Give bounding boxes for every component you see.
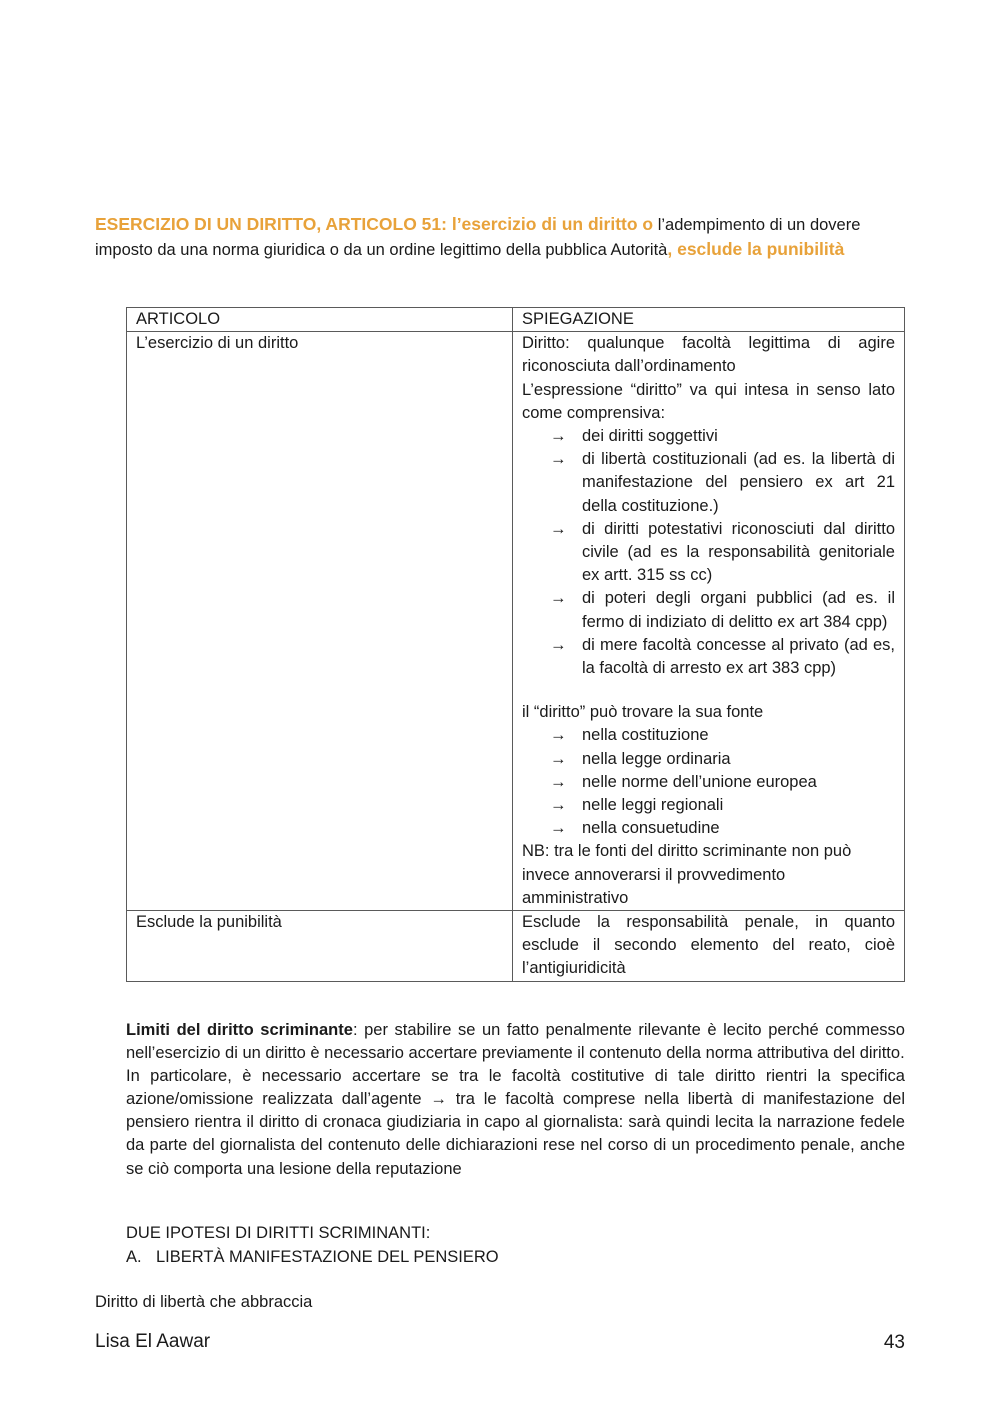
header-articolo: ARTICOLO [127, 308, 513, 332]
continuation-text: Diritto di libertà che abbraccia [95, 1293, 313, 1311]
article-table [126, 307, 905, 982]
list-item: → di diritti potestativi riconosciuti dal diritto civile (ad es la responsabilità genitoriale ex artt. 315 ss cc) [522, 518, 895, 588]
intro-body: l’adempimento di un dovere imposto da una norma giuridica o da un ordine legittimo della pubblica Autorità [95, 216, 861, 259]
intro-paragraph [95, 212, 905, 262]
arrow-icon: → [550, 726, 567, 745]
row1-expression: L’espressione “diritto” va qui intesa in senso lato come comprensiva: [522, 380, 895, 422]
arrow-icon: → [550, 519, 567, 538]
row1-sources-intro: il “diritto” può trovare la sua fonte [522, 703, 764, 722]
arrow-icon: → [550, 772, 567, 791]
list-item: → nella costituzione [522, 724, 895, 747]
list-item: → di poteri degli organi pubblici (ad es. il fermo di indiziato di delitto ex art 384 cpp) [522, 587, 895, 633]
list-marker: A. [126, 1247, 142, 1266]
list-item: → nelle leggi regionali [522, 794, 895, 817]
list-item: → nella consuetudine [522, 817, 895, 840]
limits-paragraph-1: Limiti del diritto scriminante: per stabilire se un fatto penalmente rilevante è lecito perché commesso nell’esercizio di un diritto è necessario accertare previamente il contenuto della norma attributiva del diritto. [126, 1021, 905, 1063]
limits-title: Limiti del diritto scriminante [126, 1021, 353, 1039]
page-number: 43 [883, 1332, 905, 1353]
intro-emphasis: , esclude la punibilità [667, 239, 845, 259]
list-item: A. LIBERTÀ MANIFESTAZIONE DEL PENSIERO [126, 1246, 905, 1270]
header-spiegazione: SPIEGAZIONE [513, 308, 905, 332]
table-row [127, 332, 905, 911]
hypotheses-section [126, 1222, 905, 1269]
list-item: → nelle norme dell’unione europea [522, 771, 895, 794]
table-row [127, 911, 905, 982]
table-header-row [127, 308, 905, 332]
arrow-icon: → [550, 635, 567, 654]
arrow-icon: → [550, 450, 567, 469]
row1-nb: NB: tra le fonti del diritto scriminante non può invece annoverarsi il provvedimento amministrativo [522, 842, 852, 907]
row2-explanation: Esclude la responsabilità penale, in quanto esclude il secondo elemento del reato, cioè l’antigiuridicità [513, 911, 905, 982]
row1-explanation [513, 332, 905, 911]
row1-definition: Diritto: qualunque facoltà legittima di agire riconosciuta dall’ordinamento [522, 334, 895, 376]
list-item: → di libertà costituzionali (ad es. la libertà di manifestazione del pensiero ex art 21 della costituzione.) [522, 448, 895, 518]
row2-label: Esclude la punibilità [127, 911, 513, 982]
hypotheses-title: DUE IPOTESI DI DIRITTI SCRIMINANTI: [126, 1224, 431, 1242]
arrow-icon: → [550, 749, 567, 768]
footer-author: Lisa El Aawar [95, 1331, 211, 1352]
list-item: → dei diritti soggettivi [522, 425, 895, 448]
arrow-icon: → [550, 796, 567, 815]
list-item: → nella legge ordinaria [522, 748, 895, 771]
limits-section [126, 1019, 905, 1181]
list-item: → di mere facoltà concesse al privato (ad es, la facoltà di arresto ex art 383 cpp) [522, 634, 895, 680]
spacer [522, 680, 895, 701]
row1-label: L’esercizio di un diritto [127, 332, 513, 911]
arrow-icon: → [550, 427, 567, 446]
limits-paragraph-2: In particolare, è necessario accertare se tra le facoltà costitutive di tale diritto rientri la specifica azione/omissione realizzata dall’agente → tra le facoltà comprese nella libertà di manifestazione del pensiero rientra il diritto di cronaca giudiziaria in capo al giornalista: sarà quindi lecita la narrazione fedele da parte del giornalista del contenuto delle dichiarazioni rese nel corso di un procedimento penale, anche se ciò comporta una lesione della reputazione [126, 1067, 905, 1178]
arrow-icon: → [550, 819, 567, 838]
arrow-icon: → [550, 589, 567, 608]
intro-heading: ESERCIZIO DI UN DIRITTO, ARTICOLO 51: l’esercizio di un diritto o [95, 214, 654, 234]
arrow-icon: → [430, 1090, 447, 1109]
